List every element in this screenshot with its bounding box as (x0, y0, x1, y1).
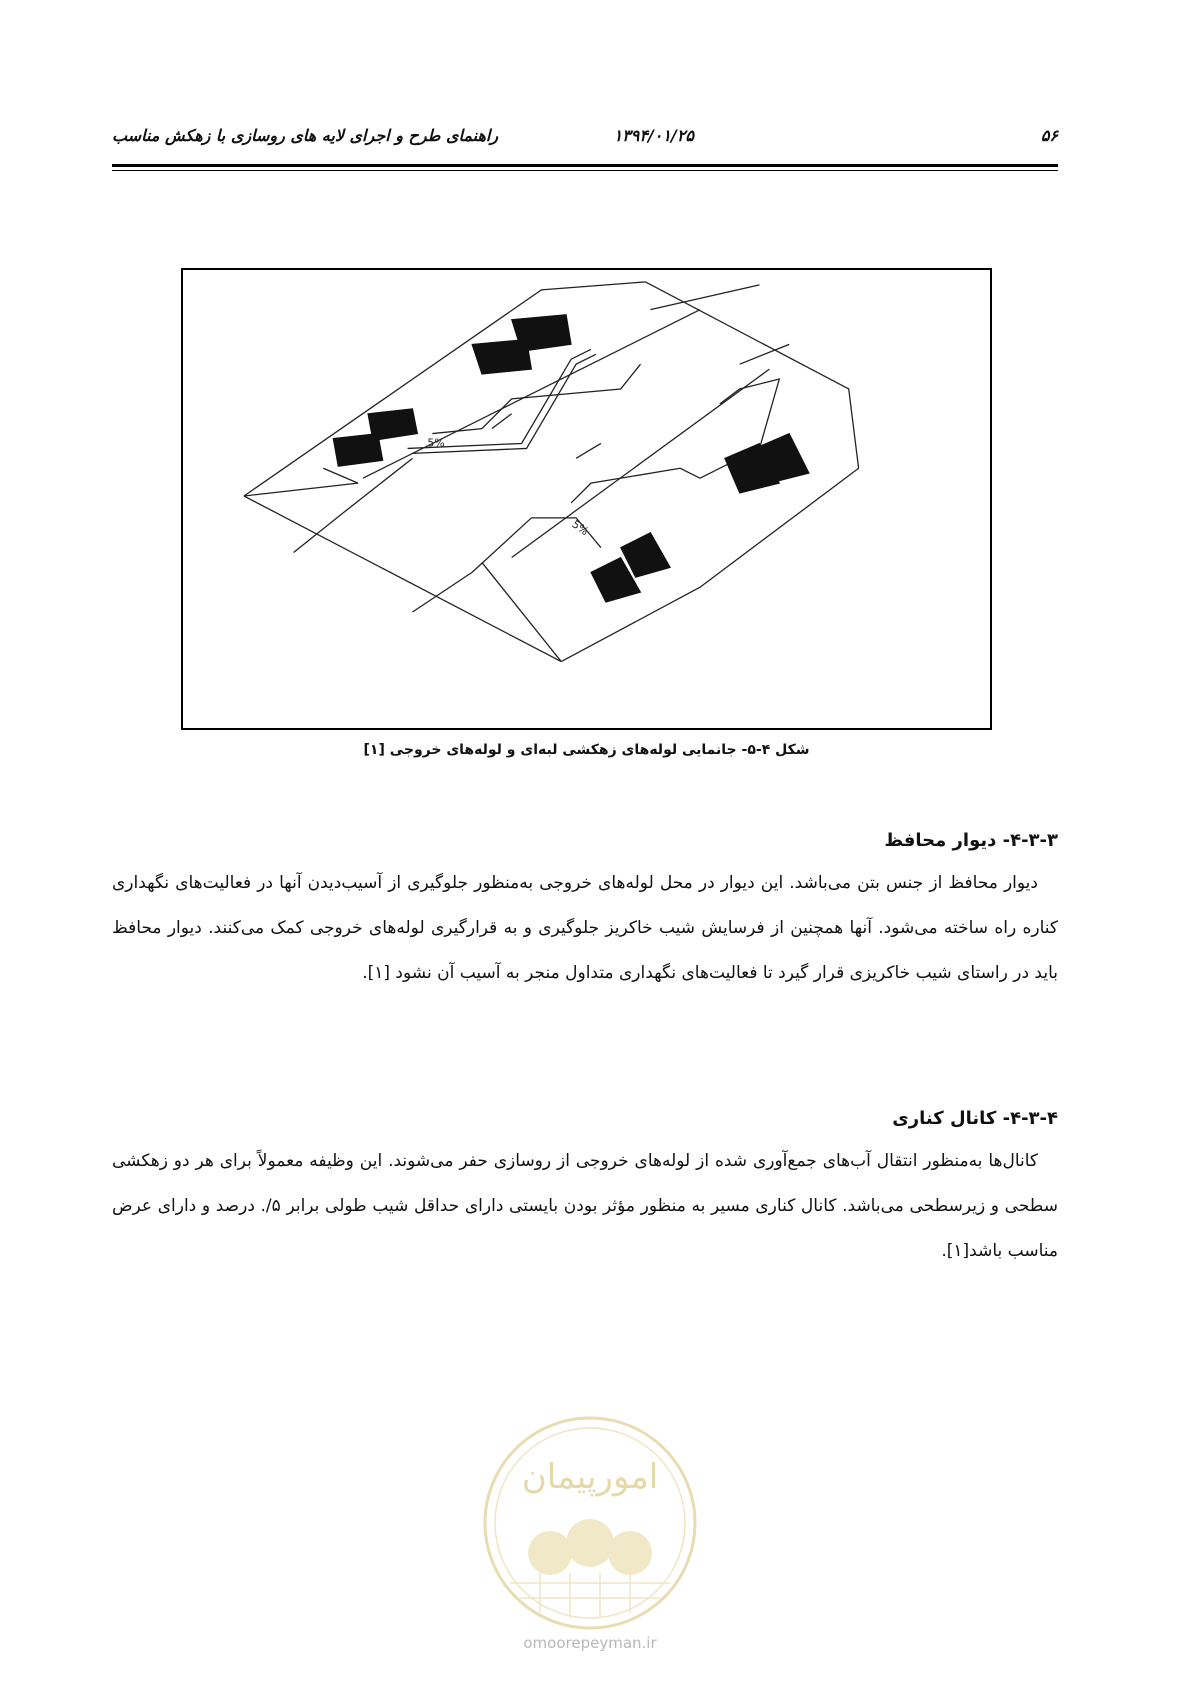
section-heading: ۴-۳-۳- دیوار محافظ (884, 830, 1058, 851)
figure-drain-layout (181, 268, 992, 730)
section-body: کانال‌ها به‌منظور انتقال آب‌های جمع‌آوری شده از لوله‌های خروجی از روسازی حفر می‌شوند. این وظیفه معمولاً برای هر دو زهکشی سطحی و زیرسطحی می‌باشد. کانال کناری مسیر به منظور مؤثر بودن بایستی دارای حداقل شیب طولی برابر ۵/. درصد و دارای عرض مناسب باشد[۱]. (112, 1151, 1058, 1261)
header-rule-thick (112, 164, 1058, 167)
slope-line-c (323, 468, 358, 483)
flow-arrow-6 (413, 572, 472, 612)
slope-label-right: 5% (569, 517, 592, 539)
headwall-4 (333, 434, 383, 467)
slope-line-b (244, 483, 358, 496)
section-side-channel (112, 1108, 1058, 1274)
watermark-seal (480, 1413, 700, 1633)
section-heading: ۴-۳-۴- کانال کناری (892, 1108, 1058, 1129)
drainage-diagram (183, 270, 990, 728)
figure-caption: شکل ۴-۵- جانمایی لوله‌های زهکشی لبه‌ای و لوله‌های خروجی [۱] (363, 742, 810, 758)
page-number: ۵۶ (1040, 126, 1058, 145)
section-protective-wall (112, 830, 1058, 996)
page-header (112, 126, 1058, 156)
road-outline-left (244, 282, 645, 496)
seal-text: امورپیمان (521, 1457, 659, 1497)
slope-label-left: 5% (427, 436, 445, 450)
flow-arrow-1 (650, 285, 759, 310)
section-body: دیوار محافظ از جنس بتن می‌باشد. این دیوار در محل لوله‌های خروجی به‌منظور جلوگیری از آسیب‌دیدن آنها در فعالیت‌های نگهداری کناره راه ساخته می‌شود. آنها همچنین از فرسایش شیب خاکریز جلوگیری و به قرارگیری لوله‌های خروجی کمک می‌کنند. دیوار محافظ باید در راستای شیب خاکریزی قرار گیرد تا فعالیت‌های نگهداری متداول منجر به آسیب آن نشود [۱]. (112, 873, 1058, 983)
watermark-url: omoorepeyman.ir (523, 1634, 657, 1652)
road-bottom-edge (244, 496, 561, 662)
slope-line-a (482, 562, 561, 661)
flow-arrow-4 (576, 443, 601, 458)
document-title: راهنمای طرح و اجرای لایه های روسازی با زهکش مناسب (112, 126, 499, 145)
document-date: ۱۳۹۴/۰۱/۲۵ (613, 126, 694, 145)
outlet-pipe-2 (432, 364, 640, 433)
header-rule-thin (112, 170, 1058, 171)
flow-arrow-5 (294, 513, 344, 553)
edge-drain-left (343, 458, 412, 513)
headwall-2 (472, 339, 531, 374)
road-outline-right (645, 282, 858, 468)
